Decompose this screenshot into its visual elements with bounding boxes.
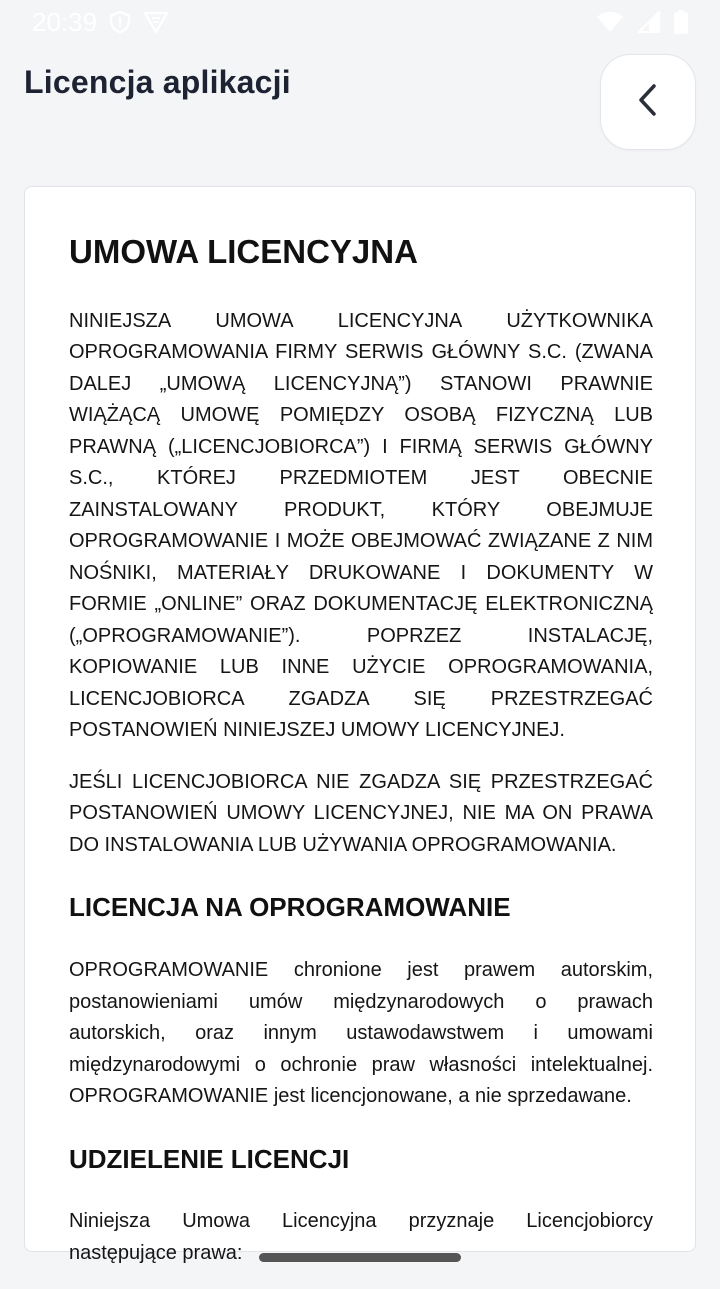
- battery-icon: [674, 10, 688, 34]
- page-title: Licencja aplikacji: [24, 64, 291, 100]
- status-bar: [0, 0, 720, 44]
- document-title: UMOWA LICENCYJNA: [69, 233, 418, 270]
- home-indicator[interactable]: [259, 1253, 461, 1262]
- license-content: [69, 231, 653, 1289]
- section-heading-grant: UDZIELENIE LICENCJI: [69, 1143, 350, 1174]
- status-right: [596, 10, 688, 34]
- shield-icon: [109, 10, 131, 34]
- wifi-icon: [596, 11, 624, 33]
- back-button[interactable]: [600, 54, 696, 150]
- license-card[interactable]: [24, 186, 696, 1264]
- status-time: 20:39: [32, 6, 98, 37]
- section-heading-license: LICENCJA NA OPROGRAMOWANIE: [69, 892, 511, 923]
- intro-paragraph-2: JEŚLI LICENCJOBIORCA NIE ZGADZA SIĘ PRZESTRZEGAĆ POSTANOWIEŃ UMOWY LICENCYJNEJ, NIE MA ON PRAWA DO INSTALOWANIA LUB UŻYWANIA OPROGRAMOWANIA.: [69, 770, 653, 856]
- signal-icon: [638, 11, 660, 33]
- vpn-icon: [143, 10, 169, 34]
- section-paragraph-license: OPROGRAMOWANIE chronione jest prawem autorskim, postanowieniami umów międzynarodowych o prawach autorskich, oraz innym ustawodawstwem i umowami międzynarodowymi o ochronie praw własności intelektualnej. OPROGRAMOWANIE jest licencjonowane, a nie sprzedawane.: [69, 959, 653, 1108]
- section-paragraph-grant: Niniejsza Umowa Licencyjna przyznaje Licencjobiorcy następujące prawa:: [69, 1210, 653, 1264]
- chevron-left-icon: [636, 83, 660, 122]
- intro-paragraph-1: NINIEJSZA UMOWA LICENCYJNA UŻYTKOWNIKA OPROGRAMOWANIA FIRMY SERWIS GŁÓWNY S.C. (ZWANA DALEJ „UMOWĄ LICENCYJNĄ”) STANOWI PRAWNIE WIĄŻĄCĄ UMOWĘ POMIĘDZY OSOBĄ FIZYCZNĄ LUB PRAWNĄ („LICENCJOBIORCA”) I FIRMĄ SERWIS GŁÓWNY S.C., KTÓREJ PRZEDMIOTEM JEST OBECNIE ZAINSTALOWANY PRODUKT, KTÓRY OBEJMUJE OPROGRAMOWANIE I MOŻE OBEJMOWAĆ ZWIĄZANE Z NIM NOŚNIKI, MATERIAŁY DRUKOWANE I DOKUMENTY W FORMIE „ONLINE” ORAZ DOKUMENTACJĘ ELEKTRONICZNĄ („OPROGRAMOWANIE”). POPRZEZ INSTALACJĘ, KOPIOWANIE LUB INNE UŻYCIE OPROGRAMOWANIA, LICENCJOBIORCA ZGADZA SIĘ PRZESTRZEGAĆ POSTANOWIEŃ NINIEJSZEJ UMOWY LICENCYJNEJ.: [69, 309, 653, 742]
- status-left: [32, 7, 169, 38]
